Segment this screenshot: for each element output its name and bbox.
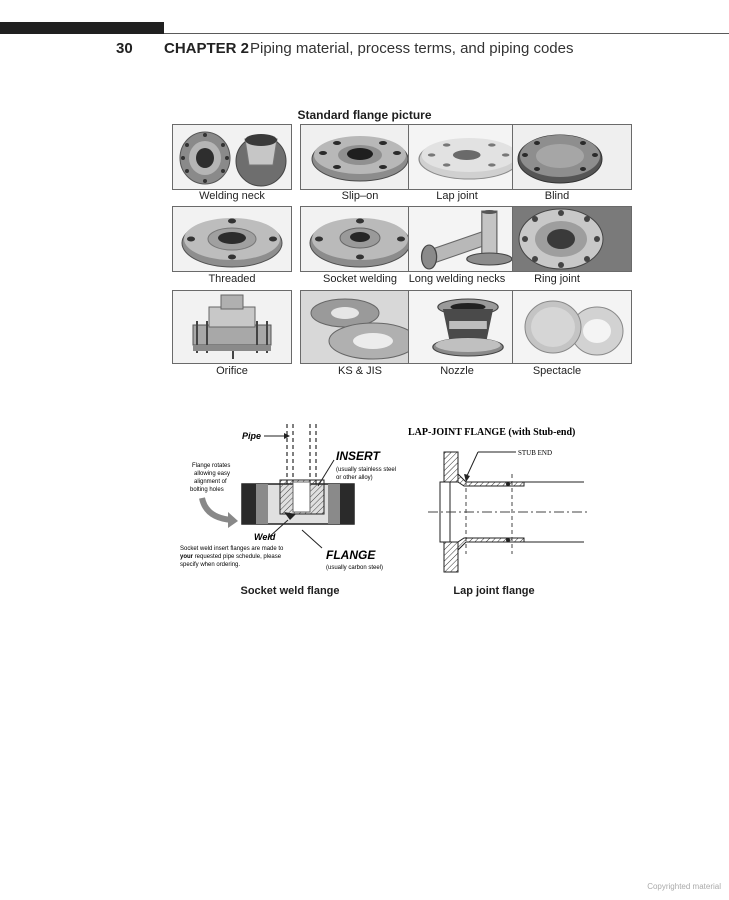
chapter-title: Piping material, process terms, and piping codes bbox=[250, 40, 574, 57]
slip-on-photo bbox=[300, 124, 420, 190]
ring-joint-photo bbox=[512, 206, 632, 272]
header-bar bbox=[0, 22, 164, 34]
caption-socket-welding: Socket welding bbox=[323, 273, 397, 285]
welding-neck-photo bbox=[172, 124, 292, 190]
caption-lap-joint: Lap joint bbox=[436, 190, 478, 202]
order-note-2-bold: your bbox=[180, 554, 194, 560]
caption-welding-neck: Welding neck bbox=[199, 190, 265, 202]
socket-weld-flange-diagram bbox=[172, 420, 404, 576]
lap-joint-photo bbox=[408, 124, 528, 190]
insert-note-2: or other alloy) bbox=[336, 475, 373, 481]
lap-joint-flange-diagram bbox=[404, 420, 604, 576]
caption-ks-jis: KS & JIS bbox=[337, 365, 383, 377]
chapter-label: CHAPTER 2 bbox=[164, 40, 250, 57]
pipe-label: Pipe bbox=[242, 431, 262, 441]
caption-ring-joint: Ring joint bbox=[534, 273, 580, 285]
caption-long-welding-necks: Long welding necks bbox=[408, 273, 506, 285]
caption-spectacle: Spectacle bbox=[532, 365, 582, 377]
figure-title: Standard flange picture bbox=[297, 108, 432, 122]
rotates-note-4: bolting holes bbox=[190, 487, 224, 493]
threaded-photo bbox=[172, 206, 292, 272]
flange-label: FLANGE bbox=[326, 548, 376, 562]
order-note-1: Socket weld insert flanges are made to bbox=[180, 546, 284, 552]
caption-threaded: Threaded bbox=[208, 273, 256, 285]
spectacle-photo bbox=[512, 290, 632, 364]
weld-label: Weld bbox=[254, 532, 276, 542]
insert-note-1: (usually stainless steel bbox=[336, 467, 397, 473]
socket-weld-caption: Socket weld flange bbox=[240, 585, 340, 597]
socket-welding-photo bbox=[300, 206, 420, 272]
header-rule bbox=[164, 33, 729, 34]
caption-nozzle: Nozzle bbox=[440, 365, 474, 377]
caption-slip-on: Slip–on bbox=[341, 190, 379, 202]
nozzle-photo bbox=[408, 290, 528, 364]
orifice-photo bbox=[172, 290, 292, 364]
caption-orifice: Orifice bbox=[216, 365, 248, 377]
rotates-note-2: allowing easy bbox=[194, 471, 231, 477]
page-number: 30 bbox=[116, 40, 133, 57]
svg-text:your requested pipe schedule, bbox=[180, 554, 282, 560]
long-welding-necks-photo bbox=[408, 206, 528, 272]
insert-label: INSERT bbox=[336, 449, 380, 463]
ks-jis-photo bbox=[300, 290, 420, 364]
rotates-note-1: Flange rotates bbox=[192, 463, 231, 469]
copyright-notice: Copyrighted material bbox=[647, 882, 721, 891]
order-note-2: requested pipe schedule, please bbox=[194, 554, 282, 560]
lap-joint-title: LAP-JOINT FLANGE (with Stub-end) bbox=[408, 427, 576, 438]
order-note-3: specify when ordering. bbox=[180, 562, 241, 568]
rotates-note-3: alignment of bbox=[194, 479, 227, 485]
flange-note: (usually carbon steel) bbox=[326, 565, 384, 571]
caption-blind: Blind bbox=[544, 190, 570, 202]
blind-photo bbox=[512, 124, 632, 190]
lap-joint-caption: Lap joint flange bbox=[453, 585, 535, 597]
stub-end-label: STUB END bbox=[518, 449, 553, 457]
